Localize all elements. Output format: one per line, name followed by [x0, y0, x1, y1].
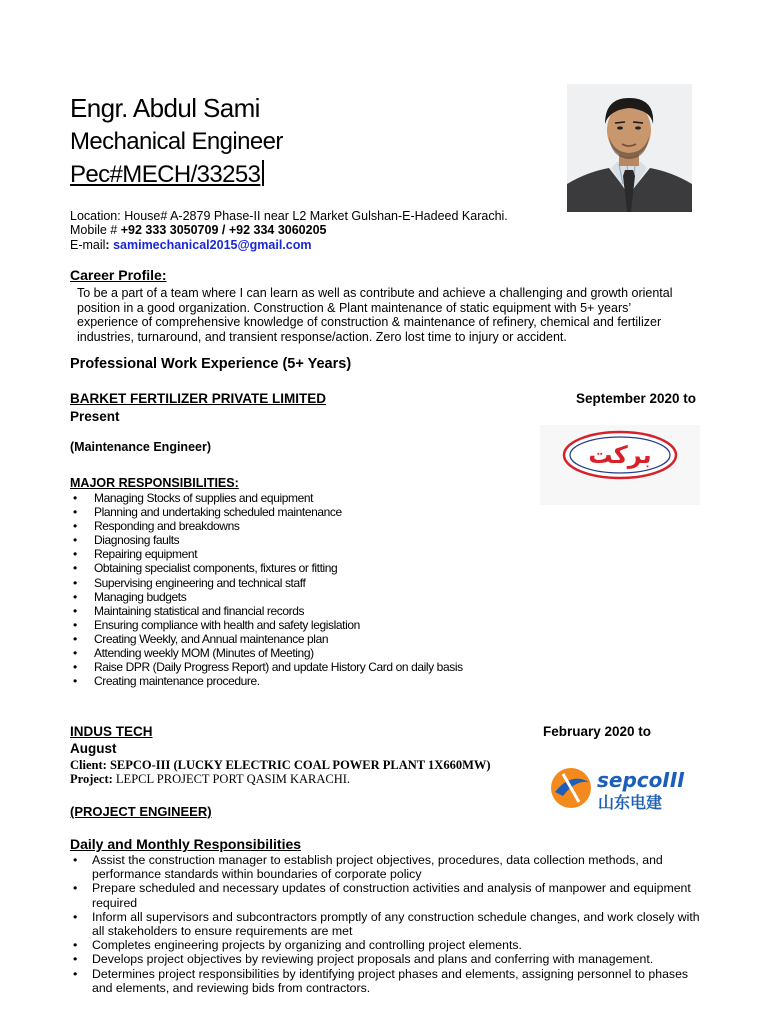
job1-date-end: Present — [70, 409, 120, 424]
job-title: Mechanical Engineer — [70, 128, 283, 155]
job1-role: (Maintenance Engineer) — [70, 440, 211, 454]
text-cursor-mark — [262, 160, 264, 186]
job2-date: February 2020 to — [543, 724, 652, 739]
portrait-illustration — [567, 84, 692, 212]
email-label: E-mail — [70, 238, 106, 252]
list-item: • Develops project objectives by reviewing project proposals and plans and conferring with management. — [70, 952, 710, 966]
email-line — [70, 238, 311, 253]
location-value: House# A-2879 Phase-II near L2 Market Gulshan-E-Hadeed Karachi. — [124, 209, 508, 223]
job2-project — [70, 772, 350, 787]
list-item: • Inform all supervisors and subcontractors promptly of any construction schedule changes, and work closely with all stakeholders to ensure requirements are met — [70, 910, 710, 938]
client-value: SEPCO-III (LUCKY ELECTRIC COAL POWER PLANT 1X660MW) — [109, 758, 491, 772]
pec-text: Pec#MECH/33253 — [70, 161, 261, 188]
list-item: • Completes engineering projects by organizing and controlling project elements. — [70, 938, 710, 952]
list-item: • Supervising engineering and technical staff — [70, 576, 463, 590]
job2-role: (PROJECT ENGINEER) — [70, 804, 212, 819]
mobile-label: Mobile # — [70, 223, 118, 237]
location-label: Location: — [70, 209, 121, 223]
job2-date-end: August — [70, 741, 117, 756]
candidate-name: Engr. Abdul Sami — [70, 93, 260, 123]
experience-heading: Professional Work Experience (5+ Years) — [70, 356, 352, 372]
list-item: • Diagnosing faults — [70, 533, 463, 547]
career-profile-text: To be a part of a team where I can learn as well as contribute and achieve a challenging and growth oriental position in a good organization. Construction & Plant maintenance of static equipment with 5+ years’ experience of comprehensive knowledge of construction & maintenance of refinery, chemical and fertilizer industries, turnaround, and transient response/action. Zero lost time to injury or accident. — [77, 286, 673, 344]
list-item: • Creating maintenance procedure. — [70, 674, 463, 688]
list-item: • Managing Stocks of supplies and equipment — [70, 491, 463, 505]
job2-responsibility-list — [70, 853, 710, 995]
job1-responsibility-list — [70, 491, 463, 688]
list-item: • Planning and undertaking scheduled maintenance — [70, 505, 463, 519]
list-item: • Attending weekly MOM (Minutes of Meeting) — [70, 646, 463, 660]
mobile-line — [70, 223, 327, 238]
job1-company: BARKET FERTILIZER PRIVATE LIMITED — [70, 391, 326, 406]
sepco-logo-chinese: 山东电建 — [598, 793, 663, 812]
list-item: • Determines project responsibilities by identifying project phases and elements, assigning personnel to phases and elements, and reviewing bids from contractors. — [70, 967, 710, 995]
email-colon: : — [105, 238, 110, 252]
list-item: • Assist the construction manager to establish project objectives, procedures, data collection methods, and performance standards within boundaries of corporate policy — [70, 853, 710, 881]
sepco-logo-wordmark: sepcoIII — [597, 768, 685, 792]
list-item: • Maintaining statistical and financial records — [70, 604, 463, 618]
list-item: • Responding and breakdowns — [70, 519, 463, 533]
major-resp-heading-text: MAJOR RESPONSIBILITIES — [70, 476, 235, 490]
job2-client — [70, 758, 491, 773]
project-label: Project: — [70, 772, 113, 786]
barket-logo-script: بركت — [588, 441, 652, 469]
job1-date: September 2020 to — [576, 391, 697, 406]
barket-logo — [540, 425, 700, 505]
list-item: • Creating Weekly, and Annual maintenance plan — [70, 632, 463, 646]
sepco-logo — [549, 762, 704, 812]
location-line — [70, 209, 508, 224]
sepco-logo-graphic — [549, 762, 704, 812]
daily-monthly-heading: Daily and Monthly Responsibilities — [70, 836, 302, 852]
major-responsibilities-heading — [70, 476, 239, 490]
career-profile-heading: Career Profile: — [70, 267, 167, 283]
list-item: • Prepare scheduled and necessary updates of construction activities and analysis of manpower and equipment required — [70, 881, 710, 909]
list-item: • Ensuring compliance with health and safety legislation — [70, 618, 463, 632]
job2-company: INDUS TECH — [70, 724, 153, 739]
list-item: • Obtaining specialist components, fixtures or fitting — [70, 561, 463, 575]
major-resp-colon: : — [234, 476, 239, 490]
list-item: • Managing budgets — [70, 590, 463, 604]
barket-logo-graphic — [540, 425, 700, 505]
project-value: LEPCL PROJECT PORT QASIM KARACHI. — [115, 772, 351, 786]
pec-number — [70, 160, 264, 189]
email-link[interactable]: samimechanical2015@gmail.com — [113, 238, 312, 252]
client-label: Client: — [70, 758, 107, 772]
list-item: • Repairing equipment — [70, 547, 463, 561]
profile-photo — [567, 84, 692, 212]
mobile-value: +92 333 3050709 / +92 334 3060205 — [120, 223, 327, 237]
list-item: • Raise DPR (Daily Progress Report) and update History Card on daily basis — [70, 660, 463, 674]
